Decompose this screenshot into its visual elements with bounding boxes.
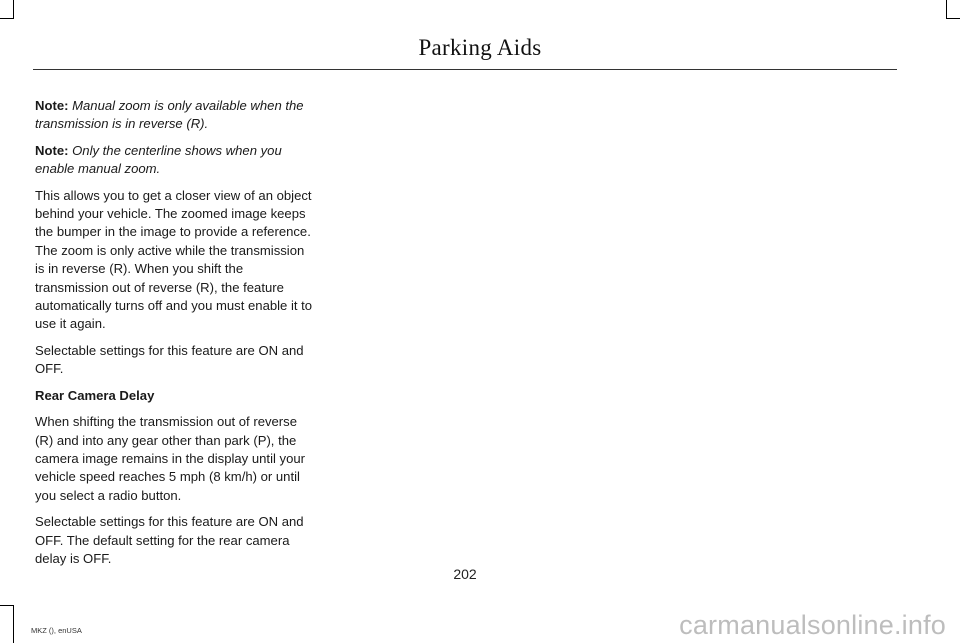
content-column — [35, 97, 313, 576]
zoom-settings: Selectable settings for this feature are ON and OFF. — [35, 342, 304, 377]
crop-mark-top-right-horizontal — [946, 18, 960, 19]
note-text: Manual zoom is only available when the transmission is in reverse (R). — [35, 98, 304, 132]
crop-mark-top-left-horizontal — [0, 18, 14, 19]
delay-settings: Selectable settings for this feature are ON and OFF. The default setting for the rear camera delay is OFF. — [35, 514, 304, 566]
note-text: Only the centerline shows when you enable manual zoom. — [35, 142, 282, 177]
note-label: Note: — [35, 98, 69, 113]
crop-mark-top-left-vertical — [13, 0, 14, 18]
page-number: 202 — [453, 566, 477, 582]
header-divider — [33, 69, 897, 70]
crop-mark-bottom-left-horizontal — [0, 605, 14, 606]
rear-camera-delay-heading: Rear Camera Delay — [35, 387, 155, 403]
note-centerline — [35, 142, 313, 179]
zoom-description: This allows you to get a closer view of an object behind your vehicle. The zoomed image keeps the bumper in the image to provide a reference. The zoom is only active while the transmission is in reverse (R). When you shift the transmission out of reverse (R), the feature automatically turns off and you must enable it to use it again. — [35, 187, 313, 332]
delay-description: When shifting the transmission out of reverse (R) and into any gear other than park (P), the camera image remains in the display until your vehicle speed reaches 5 mph (8 km/h) or until you select a radio button. — [35, 414, 306, 503]
footer-edition-code: MKZ (), enUSA — [31, 626, 82, 635]
page-title: Parking Aids — [418, 35, 542, 60]
crop-mark-bottom-left-vertical — [13, 605, 14, 643]
watermark: carmanualsonline.info — [679, 610, 946, 640]
crop-mark-top-right-vertical — [946, 0, 947, 18]
note-manual-zoom — [35, 97, 313, 134]
note-label: Note: — [35, 142, 69, 158]
